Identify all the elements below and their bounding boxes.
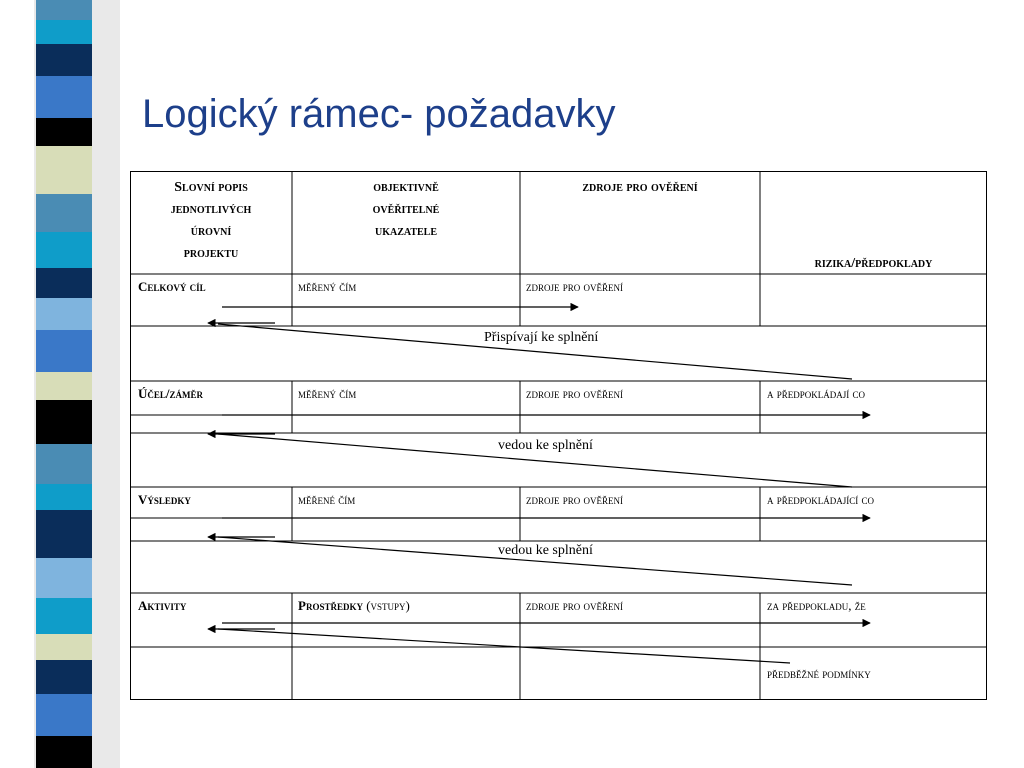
header-col1-line4: projektu xyxy=(183,246,239,261)
header-col1 xyxy=(130,177,292,265)
decorative-stripe-bar xyxy=(0,0,120,768)
source-row4: zdroje pro ověření xyxy=(526,598,624,613)
header-col3: zdroje pro ověření xyxy=(582,180,698,195)
slide-title: Logický rámec- požadavky xyxy=(142,92,616,136)
risk-row3: a předpokládající co xyxy=(767,492,875,507)
header-col2-line1: objektivně xyxy=(373,180,439,195)
header-col2 xyxy=(292,177,520,243)
indicator-row1: měřený čím xyxy=(298,279,357,294)
indicator-row4-bold: Prostředky xyxy=(298,598,363,613)
source-row2: zdroje pro ověření xyxy=(526,386,624,401)
level-celkovy-cil: Celkový cíl xyxy=(138,279,206,294)
logframe-table xyxy=(130,171,987,700)
source-row1: zdroje pro ověření xyxy=(526,279,624,294)
header-col1-line2: jednotlivých xyxy=(170,202,252,217)
header-col2-line2: ověřitelné xyxy=(372,202,440,217)
header-col4: rizika/předpoklady xyxy=(814,256,933,271)
header-col1-line3: úrovní xyxy=(190,224,232,239)
risk-row4: za předpokladu, že xyxy=(767,598,866,613)
risk-row2: a předpokládají co xyxy=(767,386,866,401)
diagonal-line-4 xyxy=(218,629,790,663)
indicator-row4 xyxy=(298,599,410,612)
indicator-row4-rest: (vstupy) xyxy=(362,598,410,613)
level-ucel-zamer: Účel/záměr xyxy=(138,386,204,401)
final-preconditions: předběžné podmínky xyxy=(767,666,871,681)
level-aktivity: Aktivity xyxy=(138,598,187,613)
indicator-row2: měřený čím xyxy=(298,386,357,401)
level-vysledky: Výsledky xyxy=(138,492,191,507)
connector-text-1: Přispívají ke splnění xyxy=(484,330,599,345)
source-row3: zdroje pro ověření xyxy=(526,492,624,507)
header-col2-line3: ukazatele xyxy=(374,224,438,239)
header-col1-line1: Slovní popis xyxy=(174,180,248,195)
indicator-row3: měřené čím xyxy=(298,492,356,507)
connector-text-3: vedou ke splnění xyxy=(498,543,593,558)
connector-text-2: vedou ke splnění xyxy=(498,438,593,453)
